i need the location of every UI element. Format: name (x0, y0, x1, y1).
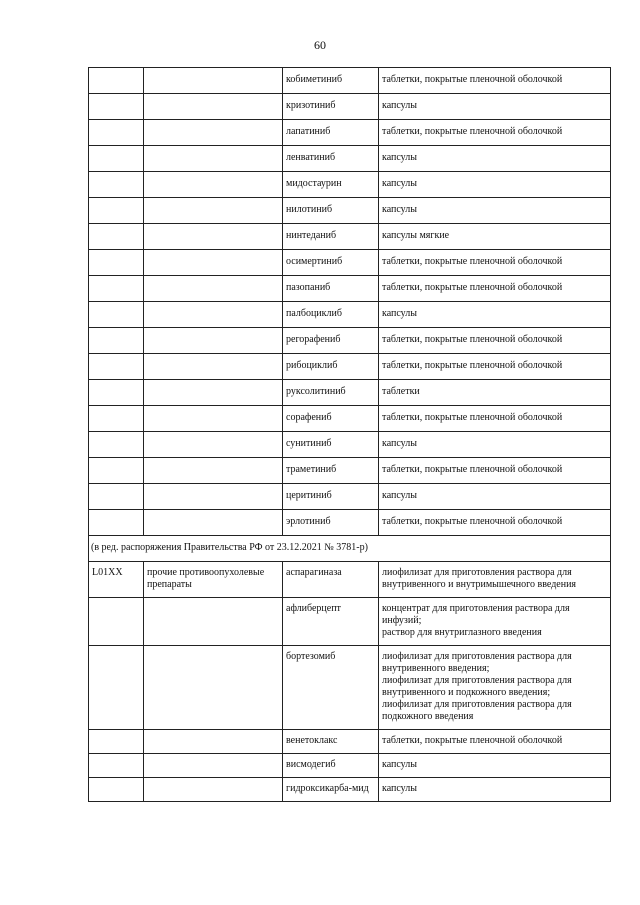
atc-group-cell (144, 328, 283, 354)
drug-name-cell: церитиниб (283, 484, 379, 510)
table-row (89, 646, 611, 730)
drug-name-cell: пазопаниб (283, 276, 379, 302)
table-row (89, 354, 611, 380)
dosage-form-cell (379, 730, 611, 754)
atc-group-cell (144, 224, 283, 250)
dosage-form-line: капсулы (382, 783, 417, 794)
drug-name-cell: эрлотиниб (283, 510, 379, 536)
atc-group-cell (144, 598, 283, 646)
dosage-form-cell: таблетки, покрытые пленочной оболочкой (379, 406, 611, 432)
drug-name-cell: руксолитиниб (283, 380, 379, 406)
atc-code-cell (89, 406, 144, 432)
atc-group-cell: прочие противоопухолевые препараты (144, 562, 283, 598)
drug-name-cell: сорафениб (283, 406, 379, 432)
dosage-form-cell: капсулы (379, 302, 611, 328)
atc-code-cell (89, 778, 144, 802)
atc-code-cell (89, 432, 144, 458)
atc-group-cell (144, 458, 283, 484)
table-row (89, 406, 611, 432)
table-body-note (89, 536, 611, 562)
table-body-lower (89, 562, 611, 802)
drug-name-cell: траметиниб (283, 458, 379, 484)
drug-name-cell: венетоклакс (283, 730, 379, 754)
dosage-form-cell (379, 562, 611, 598)
atc-code-cell (89, 754, 144, 778)
atc-code-cell (89, 484, 144, 510)
drug-name-cell: кризотиниб (283, 94, 379, 120)
dosage-form-cell: таблетки, покрытые пленочной оболочкой (379, 68, 611, 94)
atc-group-cell (144, 510, 283, 536)
atc-group-cell (144, 778, 283, 802)
atc-code-cell (89, 354, 144, 380)
table-row (89, 380, 611, 406)
table-row (89, 276, 611, 302)
dosage-form-cell: таблетки, покрытые пленочной оболочкой (379, 250, 611, 276)
drug-name-cell: нинтеданиб (283, 224, 379, 250)
table-row (89, 146, 611, 172)
dosage-form-cell: капсулы мягкие (379, 224, 611, 250)
dosage-form-cell: капсулы (379, 172, 611, 198)
table-body-upper (89, 68, 611, 536)
dosage-form-cell: капсулы (379, 484, 611, 510)
dosage-form-line: лиофилизат для приготовления раствора для подкожного введения (382, 699, 572, 722)
table-row (89, 224, 611, 250)
table-row (89, 510, 611, 536)
dosage-form-line: капсулы (382, 759, 417, 770)
dosage-form-cell (379, 778, 611, 802)
drug-name-cell: сунитиниб (283, 432, 379, 458)
table-row (89, 432, 611, 458)
atc-code-cell (89, 276, 144, 302)
table-row (89, 120, 611, 146)
atc-code-cell (89, 172, 144, 198)
dosage-form-cell: таблетки, покрытые пленочной оболочкой (379, 276, 611, 302)
dosage-form-line: лиофилизат для приготовления раствора для внутривенного и внутримышечного введения (382, 567, 577, 590)
dosage-form-cell: таблетки, покрытые пленочной оболочкой (379, 458, 611, 484)
atc-group-cell (144, 198, 283, 224)
drug-name-cell: гидроксикарба-мид (283, 778, 379, 802)
dosage-form-cell (379, 598, 611, 646)
drug-name-cell: ленватиниб (283, 146, 379, 172)
dosage-form-cell: капсулы (379, 146, 611, 172)
dosage-form-cell: капсулы (379, 432, 611, 458)
dosage-form-cell: таблетки, покрытые пленочной оболочкой (379, 120, 611, 146)
drug-name-cell: кобиметиниб (283, 68, 379, 94)
atc-group-cell (144, 94, 283, 120)
atc-code-cell (89, 224, 144, 250)
atc-group-cell (144, 276, 283, 302)
table-row (89, 68, 611, 94)
atc-code-cell (89, 328, 144, 354)
atc-code-cell (89, 380, 144, 406)
atc-code-cell (89, 94, 144, 120)
atc-group-cell (144, 646, 283, 730)
dosage-form-cell (379, 754, 611, 778)
table-row (89, 172, 611, 198)
table-row (89, 458, 611, 484)
table-row (89, 562, 611, 598)
atc-code-cell (89, 198, 144, 224)
drug-name-cell: бортезомиб (283, 646, 379, 730)
dosage-form-line: лиофилизат для приготовления раствора для внутривенного и подкожного введения; (382, 675, 572, 698)
dosage-form-cell: таблетки (379, 380, 611, 406)
atc-code-cell (89, 120, 144, 146)
atc-code-cell (89, 646, 144, 730)
dosage-form-cell: таблетки, покрытые пленочной оболочкой (379, 354, 611, 380)
drug-name-cell: висмодегиб (283, 754, 379, 778)
atc-code-cell (89, 146, 144, 172)
dosage-form-line: таблетки, покрытые пленочной оболочкой (382, 735, 563, 746)
atc-code-cell (89, 458, 144, 484)
atc-group-cell (144, 172, 283, 198)
atc-group-cell (144, 432, 283, 458)
dosage-form-cell: таблетки, покрытые пленочной оболочкой (379, 510, 611, 536)
dosage-form-cell (379, 646, 611, 730)
atc-group-cell (144, 250, 283, 276)
dosage-form-cell: капсулы (379, 198, 611, 224)
dosage-form-line: раствор для внутриглазного введения (382, 627, 542, 638)
table-row (89, 484, 611, 510)
atc-group-cell (144, 120, 283, 146)
atc-group-cell (144, 354, 283, 380)
drug-name-cell: рибоциклиб (283, 354, 379, 380)
amendment-note: (в ред. распоряжения Правительства РФ от 23.12.2021 № 3781-р) (89, 536, 611, 562)
atc-group-cell (144, 754, 283, 778)
table-row (89, 198, 611, 224)
drug-name-cell: аспарагиназа (283, 562, 379, 598)
atc-group-cell (144, 484, 283, 510)
atc-code-cell (89, 598, 144, 646)
atc-group-cell (144, 730, 283, 754)
table-row (89, 598, 611, 646)
table-row (89, 302, 611, 328)
atc-group-cell (144, 380, 283, 406)
table-row (89, 94, 611, 120)
page-number: 60 (314, 38, 326, 52)
drug-name-cell: осимертиниб (283, 250, 379, 276)
table-row (89, 250, 611, 276)
atc-code-cell: L01XX (89, 562, 144, 598)
atc-group-cell (144, 146, 283, 172)
dosage-form-cell: капсулы (379, 94, 611, 120)
atc-code-cell (89, 510, 144, 536)
atc-code-cell (89, 730, 144, 754)
atc-code-cell (89, 302, 144, 328)
atc-group-cell (144, 302, 283, 328)
table-row (89, 754, 611, 778)
atc-group-cell (144, 406, 283, 432)
drug-table (88, 67, 611, 802)
dosage-form-line: концентрат для приготовления раствора для инфузий; (382, 603, 570, 626)
table-row (89, 778, 611, 802)
table-row (89, 730, 611, 754)
dosage-form-cell: таблетки, покрытые пленочной оболочкой (379, 328, 611, 354)
drug-name-cell: регорафениб (283, 328, 379, 354)
table-row (89, 328, 611, 354)
amendment-row (89, 536, 611, 562)
drug-name-cell: мидостаурин (283, 172, 379, 198)
drug-name-cell: афлиберцепт (283, 598, 379, 646)
drug-name-cell: нилотиниб (283, 198, 379, 224)
atc-group-cell (144, 68, 283, 94)
drug-name-cell: лапатиниб (283, 120, 379, 146)
atc-code-cell (89, 68, 144, 94)
atc-code-cell (89, 250, 144, 276)
drug-name-cell: палбоциклиб (283, 302, 379, 328)
dosage-form-line: лиофилизат для приготовления раствора для внутривенного введения; (382, 651, 572, 674)
